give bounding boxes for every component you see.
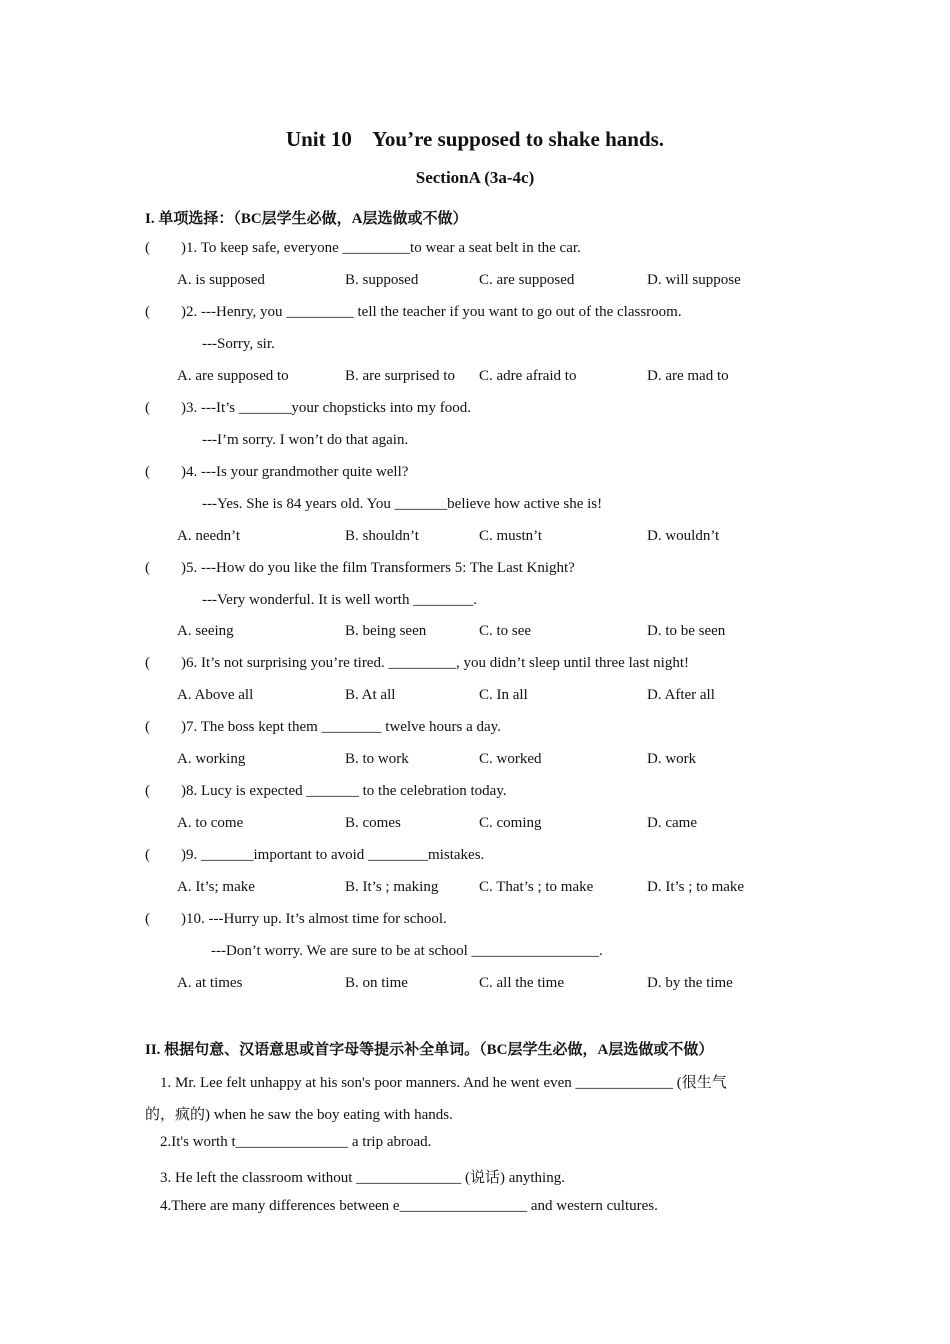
answer-blank: ( [145,400,150,416]
section-1-heading: I. 单项选择：（BC层学生必做，A层选做或不做） [145,211,468,227]
question-stem: )9. _______important to avoid ________mistakes. [181,847,485,863]
question-3-reply: ---I’m sorry. I won’t do that again. [202,432,409,448]
option-d: D. work [647,751,697,767]
question-5 [145,560,575,577]
question-5-reply: ---Very wonderful. It is well worth ________. [202,592,477,608]
option-c: C. mustn’t [479,528,543,544]
answer-blank: ( [145,719,150,735]
answer-blank: ( [145,464,150,480]
question-6 [145,655,689,672]
question-10 [145,911,447,928]
question-10-reply: ---Don’t worry. We are sure to be at school _________________. [211,943,603,959]
option-b: B. It’s ; making [345,879,439,895]
question-1 [145,240,581,257]
option-b: B. shouldn’t [345,528,419,544]
question-3 [145,400,471,417]
section-subtitle: SectionA (3a-4c) [415,168,535,187]
option-c: C. In all [479,687,528,703]
option-a: A. is supposed [177,272,265,288]
section-2-heading: II. 根据句意、汉语意思或首字母等提示补全单词。（BC层学生必做，A层选做或不做） [145,1042,714,1058]
fill-item-2: 2.It's worth t_______________ a trip abroad. [160,1134,432,1150]
question-stem: )5. ---How do you like the film Transformers 5: The Last Knight? [181,560,575,576]
option-a: A. needn’t [177,528,241,544]
question-stem: )8. Lucy is expected _______ to the celebration today. [181,783,507,799]
option-a: A. to come [177,815,244,831]
fill-item-1: 1. Mr. Lee felt unhappy at his son's poor manners. And he went even _____________ (很生气 [160,1075,727,1091]
option-b: B. being seen [345,623,427,639]
option-d: D. are mad to [647,368,729,384]
question-4-reply: ---Yes. She is 84 years old. You _______believe how active she is! [202,496,603,512]
question-4 [145,464,408,481]
option-c: C. coming [479,815,542,831]
option-c: C. worked [479,751,542,767]
option-a: A. are supposed to [177,368,289,384]
question-7 [145,719,501,736]
option-c: C. are supposed [479,272,575,288]
option-c: C. adre afraid to [479,368,577,384]
page-title: Unit 10 You’re supposed to shake hands. [285,127,665,151]
option-b: B. At all [345,687,396,703]
question-9 [145,847,484,864]
answer-blank: ( [145,655,150,671]
question-2-reply: ---Sorry, sir. [202,336,275,352]
option-b: B. supposed [345,272,419,288]
option-a: A. seeing [177,623,234,639]
option-d: D. It’s ; to make [647,879,745,895]
answer-blank: ( [145,847,150,863]
option-a: A. It’s; make [177,879,255,895]
option-b: B. are surprised to [345,368,455,384]
fill-item-3: 3. He left the classroom without ______________ (说话) anything. [160,1170,565,1186]
option-b: B. comes [345,815,401,831]
answer-blank: ( [145,304,150,320]
option-a: A. Above all [177,687,254,703]
answer-blank: ( [145,911,150,927]
option-d: D. After all [647,687,715,703]
question-stem: )4. ---Is your grandmother quite well? [181,464,409,480]
fill-item-1-continued: 的，疯的) when he saw the boy eating with hands. [145,1107,453,1123]
fill-item-4: 4.There are many differences between e_________________ and western cultures. [160,1198,658,1214]
option-b: B. on time [345,975,408,991]
option-c: C. all the time [479,975,564,991]
option-a: A. at times [177,975,243,991]
question-stem: )2. ---Henry, you _________ tell the teacher if you want to go out of the classroom. [181,304,682,320]
option-d: D. wouldn’t [647,528,720,544]
option-d: D. to be seen [647,623,726,639]
option-b: B. to work [345,751,409,767]
option-d: D. will suppose [647,272,741,288]
option-d: D. came [647,815,697,831]
question-stem: )7. The boss kept them ________ twelve hours a day. [181,719,501,735]
answer-blank: ( [145,240,150,256]
question-8 [145,783,507,800]
answer-blank: ( [145,560,150,576]
option-c: C. to see [479,623,532,639]
option-a: A. working [177,751,246,767]
question-stem: )10. ---Hurry up. It’s almost time for school. [181,911,447,927]
answer-blank: ( [145,783,150,799]
question-stem: )3. ---It’s _______your chopsticks into my food. [181,400,471,416]
option-d: D. by the time [647,975,733,991]
option-c: C. That’s ; to make [479,879,594,895]
question-stem: )6. It’s not surprising you’re tired. _________, you didn’t sleep until three last night! [181,655,689,671]
question-stem: )1. To keep safe, everyone _________to wear a seat belt in the car. [181,240,581,256]
question-2 [145,304,682,321]
